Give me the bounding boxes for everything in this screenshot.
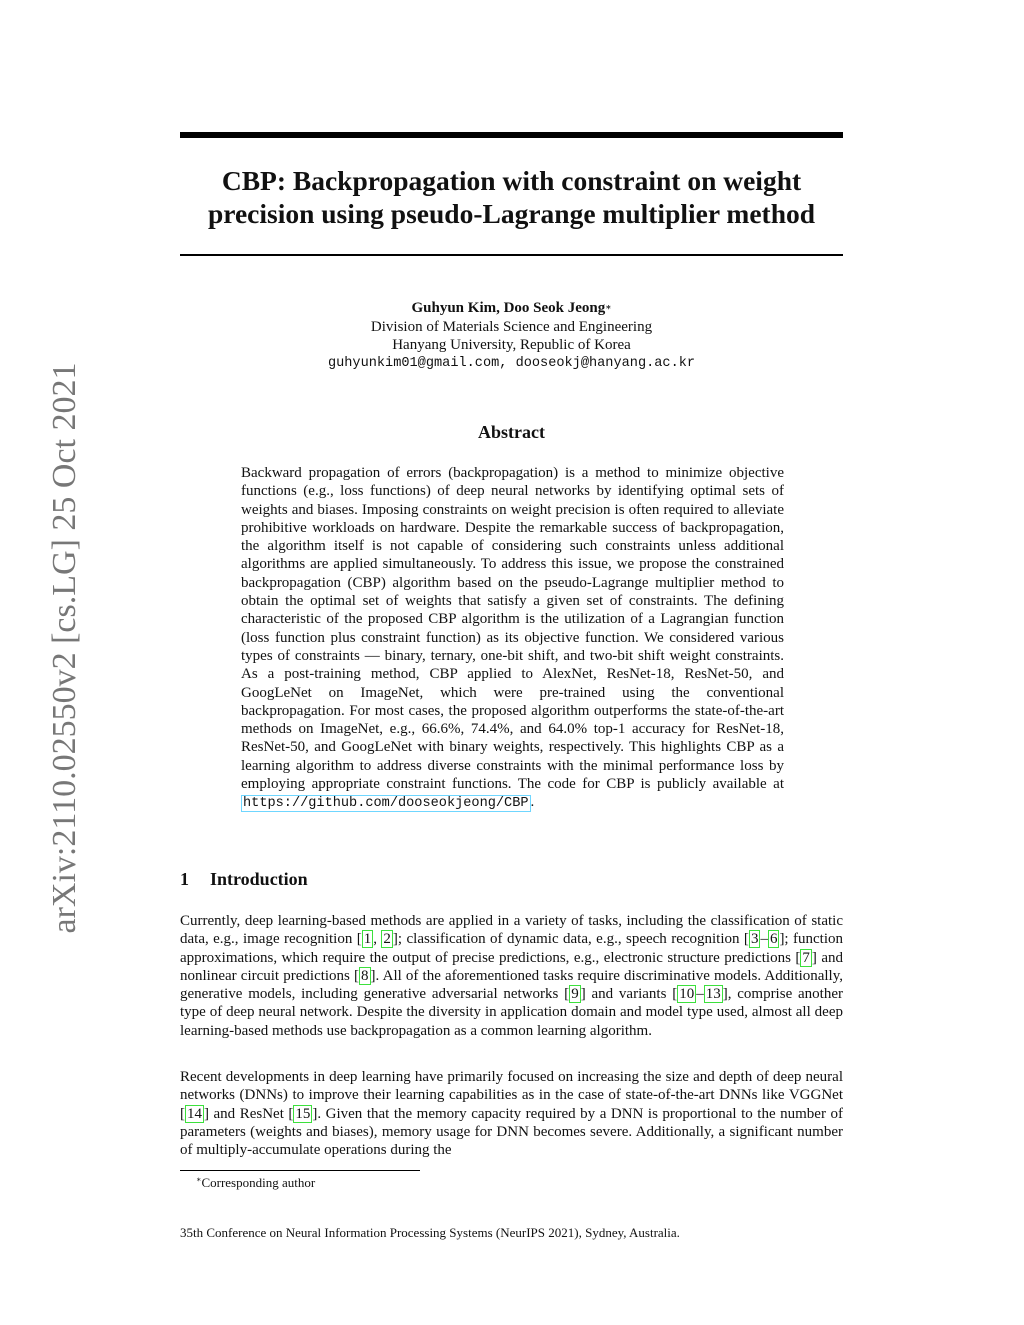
text-run: – <box>760 931 768 948</box>
text-run: ] and ResNet [ <box>204 1105 294 1122</box>
author-names <box>180 299 843 318</box>
citation-link[interactable]: 14 <box>187 1105 202 1122</box>
text-run: ]. All of the aforementioned tasks require discriminative models. Additionally, generative models, including generative adversarial networks [ <box>180 967 844 1003</box>
citation-link[interactable]: 9 <box>571 986 579 1003</box>
citation-link[interactable]: 1 <box>363 931 372 948</box>
text-run: ], comprise another type of deep neural network. Despite the diversity in application domain and model type used, almost all deep learning-based methods use backpropagation as a common learning algorithm. <box>180 986 843 1039</box>
citation-link[interactable]: 10 <box>679 986 695 1003</box>
paper-title <box>180 164 843 230</box>
text-run: Recent developments in deep learning have primarily focused on increasing the size and depth of deep neural networks (DNNs) to improve their learning capabilities as in the case of state-of-the-art DNNs like VGGNet [ <box>180 1069 843 1122</box>
citation-link[interactable]: 15 <box>295 1105 311 1122</box>
abstract-heading: Abstract <box>478 422 545 442</box>
abstract-text: Backward propagation of errors (backpropagation) is a method to minimize objective functions (e.g., loss functions) of deep neural networks by identifying optimal sets of weights and biases. Imposing constraints on weight precision is often required to alleviate prohibitive workloads on hardware. Despite the remarkable success of backpropagation, the algorithm itself is not capable of considering such constraints unless additional algorithms are applied simultaneously. To address this issue, we propose the constrained backpropagation (CBP) algorithm based on the pseudo-Lagrange multiplier method to obtain the optimal set of weights that satisfy a given set of constraints. The defining characteristic of the proposed CBP algorithm is the utilization of a Lagrangian function (loss function plus constraint function) as its objective function. We considered various types of constraints — binary, ternary, one-bit shift, and two-bit shift weight constraints. As a post-training method, CBP applied to AlexNet, ResNet-18, ResNet-50, and GoogLeNet on ImageNet, which were pre-trained using the conventional backpropagation. For most cases, the proposed algorithm outperforms the state-of-the-art methods on ImageNet, e.g., 66.6%, 74.4%, and 64.0% top-1 accuracy for ResNet-18, ResNet-50, and GoogLeNet with binary weights, respectively. This highlights CBP as a learning algorithm to address diverse constraints with the minimal performance loss by employing appropriate constraint functions. The code for CBP is publicly available at <box>241 465 784 793</box>
section-title: Introduction <box>210 869 308 889</box>
title-bottom-rule <box>180 254 843 256</box>
text-run: , <box>373 931 382 948</box>
section-number: 1 <box>180 869 189 889</box>
citation-link[interactable]: 3 <box>750 931 759 948</box>
author-emails: guhyunkim01@gmail.com, dooseokj@hanyang.ac.kr <box>327 355 696 371</box>
text-run: ]; function approximations, which require the output of precise predictions, e.g., electronic structure predictions [ <box>180 931 843 966</box>
text-run: ]. Given that the memory capacity required by a DNN is proportional to the number of parameters (weights and biases), memory usage for DNN becomes severe. Additionally, a significant number of multiply-accumulate operations during the <box>180 1105 843 1159</box>
text-run: – <box>696 986 704 1003</box>
conference-footer: 35th Conference on Neural Information Processing Systems (NeurIPS 2021), Sydney, Australia. <box>180 1225 680 1240</box>
text-run: ] and variants [ <box>580 986 678 1003</box>
citation-link[interactable]: 7 <box>802 949 810 966</box>
author-block <box>180 299 843 373</box>
author-footnote-mark: ∗ <box>605 302 612 312</box>
text-run: ]; classification of dynamic data, e.g., speech recognition [ <box>392 931 749 948</box>
footnote <box>196 1175 315 1191</box>
arxiv-sidebar-stamp: arXiv:2110.02550v2 [cs.LG] 25 Oct 2021 <box>46 362 83 934</box>
affiliation-department: Division of Materials Science and Engineering <box>370 318 653 335</box>
citation-link[interactable]: 6 <box>769 931 778 948</box>
footnote-mark: ∗ <box>196 1175 202 1184</box>
code-url-link[interactable]: https://github.com/dooseokjeong/CBP <box>243 796 529 812</box>
text-run: ] and nonlinear circuit predictions [ <box>180 949 844 984</box>
abstract-end: . <box>530 794 535 811</box>
affiliation-university: Hanyang University, Republic of Korea <box>392 337 631 353</box>
footnote-rule <box>180 1170 420 1171</box>
citation-link[interactable]: 2 <box>383 931 391 948</box>
title-top-rule <box>180 132 843 138</box>
intro-paragraph-2 <box>180 1068 843 1159</box>
intro-paragraph-1 <box>180 912 843 1040</box>
title-line-2: precision using pseudo-Lagrange multiplier method <box>207 198 816 229</box>
abstract-body <box>241 464 784 814</box>
footnote-text: Corresponding author <box>201 1175 316 1190</box>
citation-link[interactable]: 8 <box>361 967 369 984</box>
citation-link[interactable]: 13 <box>705 986 721 1003</box>
section-heading-introduction <box>180 869 308 890</box>
author-list: Guhyun Kim, Doo Seok Jeong <box>411 300 606 316</box>
text-run: Currently, deep learning-based methods are applied in a variety of tasks, including the classification of static data, e.g., image recognition [ <box>180 913 843 948</box>
title-line-1: CBP: Backpropagation with constraint on weight <box>221 165 802 196</box>
